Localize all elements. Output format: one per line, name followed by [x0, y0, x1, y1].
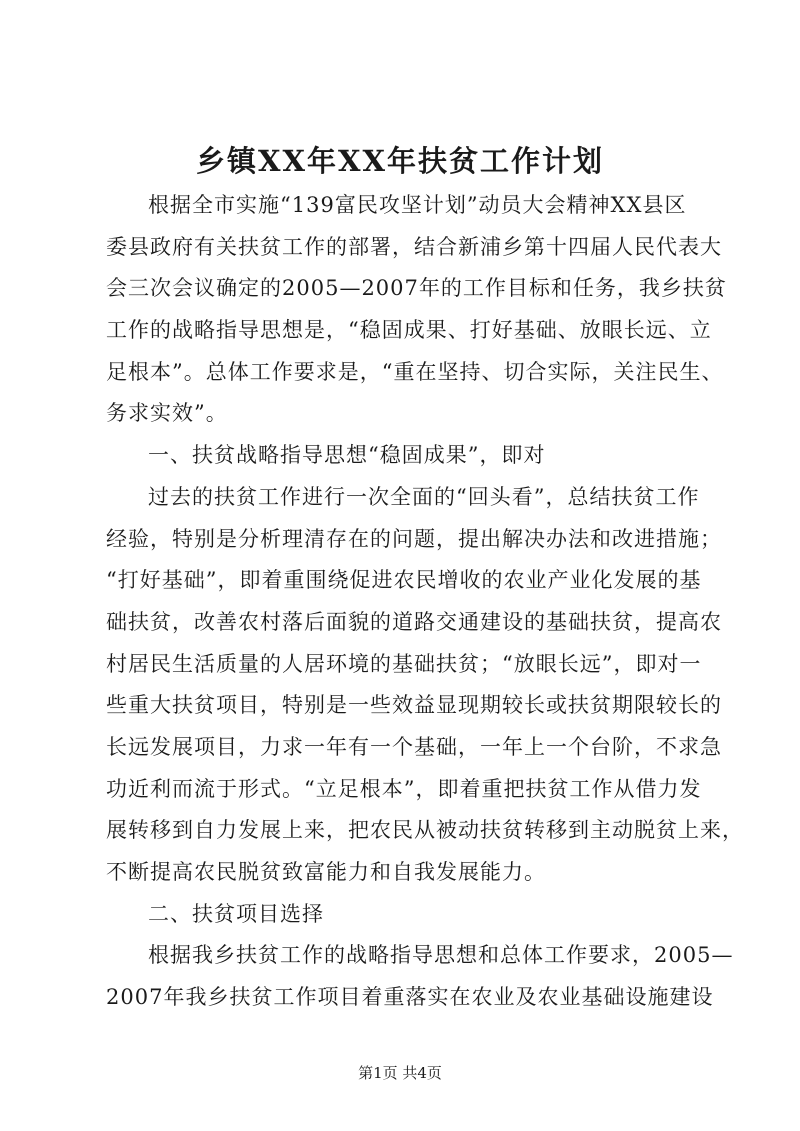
paragraph-line: 础扶贫，改善农村落后面貌的道路交通建设的基础扶贫，提高农	[106, 609, 722, 634]
paragraph-line: 过去的扶贫工作进行一次全面的“回头看”，总结扶贫工作	[148, 484, 700, 509]
section-heading: 二、扶贫项目选择	[148, 901, 324, 926]
paragraph-line: 些重大扶贫项目，特别是一些效益显现期较长或扶贫期限较长的	[106, 693, 722, 718]
section-heading: 一、扶贫战略指导思想“稳固成果”，即对	[148, 443, 546, 468]
paragraph-line: 功近利而流于形式。“立足根本”，即着重把扶贫工作从借力发	[106, 776, 702, 801]
paragraph-line: 2007年我乡扶贫工作项目着重落实在农业及农业基础设施建设	[106, 985, 714, 1010]
document-title: 乡镇XX年XX年扶贫工作计划	[195, 144, 604, 178]
paragraph-line: 长远发展项目，力求一年有一个基础，一年上一个台阶，不求急	[106, 734, 722, 759]
paragraph-line: 经验，特别是分析理清存在的问题，提出解决办法和改进措施；	[106, 526, 722, 551]
paragraph-line: 足根本”。总体工作要求是，“重在坚持、切合实际，关注民生、	[106, 359, 724, 384]
page-footer: 第1页 共4页	[358, 1064, 442, 1082]
paragraph-line: 务求实效”。	[106, 401, 228, 426]
paragraph-line: 委县政府有关扶贫工作的部署，结合新浦乡第十四届人民代表大	[106, 234, 722, 259]
paragraph-line: 会三次会议确定的2005—2007年的工作目标和任务，我乡扶贫	[106, 276, 727, 301]
paragraph-line: “打好基础”，即着重围绕促进农民增收的农业产业化发展的基	[106, 568, 702, 593]
document-body	[106, 185, 744, 1019]
paragraph-line: 根据我乡扶贫工作的战略指导思想和总体工作要求，2005—	[148, 943, 734, 968]
paragraph-line: 不断提高农民脱贫致富能力和自我发展能力。	[106, 860, 546, 884]
paragraph-line: 展转移到自力发展上来，把农民从被动扶贫转移到主动脱贫上来，	[106, 818, 744, 843]
paragraph-line: 根据全市实施“139富民攻坚计划”动员大会精神XX县区	[148, 193, 687, 217]
paragraph-line: 工作的战略指导思想是，“稳固成果、打好基础、放眼长远、立	[106, 318, 712, 343]
paragraph-line: 村居民生活质量的人居环境的基础扶贫；“放眼长远”，即对一	[106, 651, 702, 676]
